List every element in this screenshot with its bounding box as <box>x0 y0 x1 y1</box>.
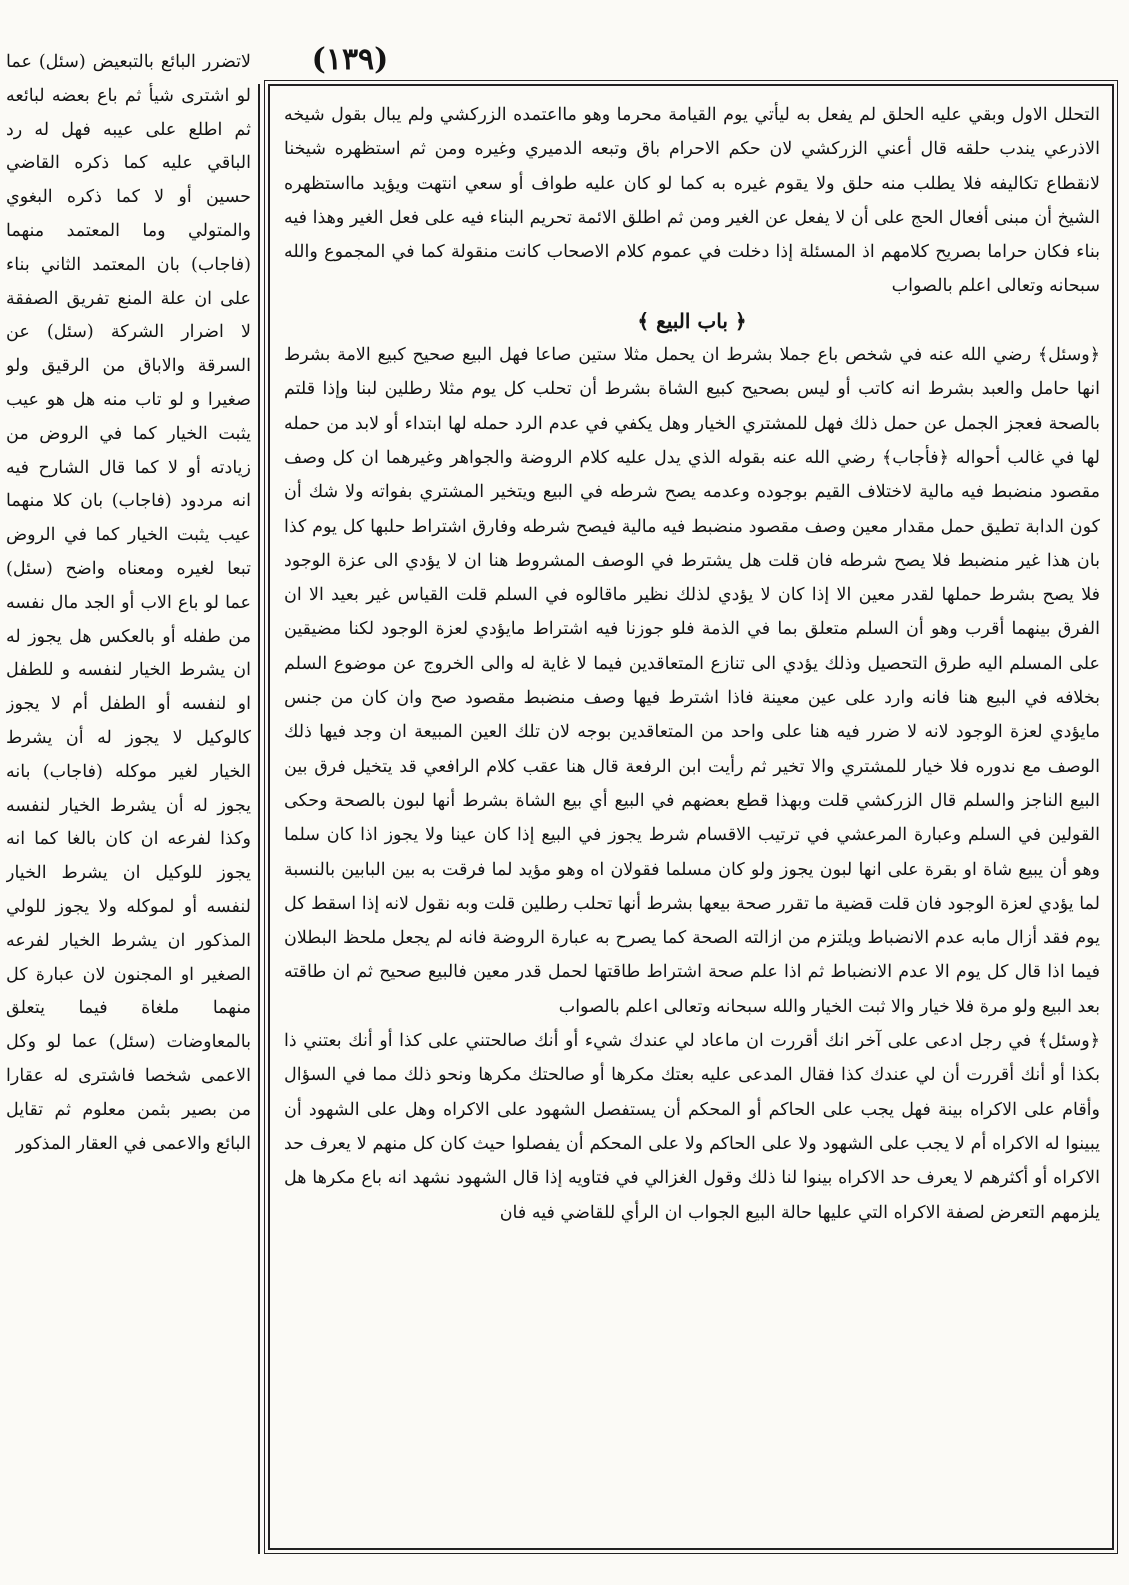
main-paragraph: التحلل الاول وبقي عليه الحلق لم يفعل به ليأتي يوم القيامة محرما وهو مااعتمده الزركشي ولم يبال بقول شيخه الاذرعي يندب حلقه قال أعني الزركشي لان حكم الاحرام باق وتبعه الدميري وغيره ومن ثم استظهره شيخنا لانقطاع تكاليفه فلا يطلب منه حلق ولا يقوم غيره به كما لو كان عليه طواف أو سعي انتهت ويؤيد مااستظهره الشيخ أن مبنى أفعال الحج على أن لا يفعل عن الغير ومن ثم اطلق الائمة تحريم البناء فيه على فعل الغير وهذا فيه بناء فكان حراما بصريح كلامهم اذ المسئلة إذا دخلت في عموم كلام الاصحاب كانت منقولة كما في المجموع والله سبحانه وتعالى اعلم بالصواب <box>284 105 1100 297</box>
page-number: (١٣٩) <box>311 42 389 77</box>
margin-commentary <box>6 46 251 1546</box>
main-paragraph: ﴿وسئل﴾ في رجل ادعى على آخر انك أقررت ان ماعاد لي عندك شيء أو أنك صالحتني على كذا أو أنك بعتني ذا بكذا أو أنك أقررت أن لي عندك كذا فقال المدعى عليه بعتك مكرها أو صالحتك مكرها ونحو ذلك مما في السؤال وأقام على الاكراه بينة فهل يجب على الحاكم أو المحكم أن يستفصل الشهود على الاكراه وهل على الشهود أن يبينوا له الاكراه أم لا يجب على الشهود ولا على الحاكم ولا على المحكم أن يفصلوا حيث كان كل منهم لا يعرف حد الاكراه أو أكثرهم لا يعرف حد الاكراه بينوا لنا ذلك وقول الغزالي في فتاويه إذا قال الشهود نشهد انه باع مكرها هل يلزمهم التعرض لصفة الاكراه التي عليها حالة البيع الجواب ان الرأي للقاضي فيه فان <box>284 1031 1100 1223</box>
margin-text: لاتضرر البائع بالتبعيض (سئل) عما لو اشترى شيأ ثم باع بعضه لبائعه ثم اطلع على عيبه فهل له رد الباقي عليه كما ذكره القاضي حسين أو لا كما ذكره البغوي والمتولي وما المعتمد منهما (فاجاب) بان المعتمد الثاني بناء على ان علة المنع تفريق الصفقة لا اضرار الشركة (سئل) عن السرقة والاباق من الرقيق ولو صغيرا و لو تاب منه هل هو عيب يثبت الخيار كما في الروض من زيادته أو لا كما قال الشارح فيه انه مردود (فاجاب) بان كلا منهما عيب يثبت الخيار كما في الروض تبعا لغيره ومعناه واضح (سئل) عما لو باع الاب أو الجد مال نفسه من طفله أو بالعكس هل يجوز له ان يشرط الخيار لنفسه و للطفل او لنفسه أو الطفل أم لا يجوز كالوكيل لا يجوز له أن يشرط الخيار لغير موكله (فاجاب) بانه يجوز له أن يشرط الخيار لنفسه وكذا لفرعه ان كان بالغا كما انه يجوز للوكيل ان يشرط الخيار لنفسه أو لموكله ولا يجوز للولي المذكور ان يشرط الخيار لفرعه الصغير او المجنون لان عبارة كل منهما ملغاة فيما يتعلق بالمعاوضات (سئل) عما لو وكل الاعمى شخصا فاشترى له عقارا من بصير بثمن معلوم ثم تقايل البائع والاعمى في العقار المذكور <box>6 52 251 1154</box>
main-text-body <box>284 98 1100 1538</box>
main-paragraph: ﴿وسئل﴾ رضي الله عنه في شخص باع جملا بشرط ان يحمل مثلا ستين صاعا فهل البيع صحيح كبيع الامة بشرط انها حامل والعبد بشرط انه كاتب أو ليس بصحيح كبيع الشاة بشرط أن تحلب كل يوم مثلا رطلين لبنا وإذا قلتم بالصحة فعجز الجمل عن حمل ذلك فهل للمشتري الخيار وهل يكفي في عدم الرد حمله لها ابتداء أو لابد من حمله لها في غالب أحواله ﴿فأجاب﴾ رضي الله عنه بقوله الذي يدل عليه كلام الروضة والجواهر وغيرهما ان كل وصف مقصود منضبط فيه مالية لاختلاف القيم بوجوده وعدمه يصح شرطه في البيع ويتخير المشتري بفواته ولا شك أن كون الدابة تطيق حمل مقدار معين وصف مقصود منضبط فيه مالية فيصح شرطه وفارق اشتراط حلبها كل يوم كذا بان هذا غير منضبط فلا يصح شرطه فان قلت هل يشترط في الوصف المشروط هنا ان لا يؤدي الى عزة الوجود فلا يصح بشرط حملها لقدر معين الا إذا كان لا يؤدي لذلك نظير ماقالوه في السلم قلت القياس غير بعيد الا ان الفرق بينهما أقرب وهو أن السلم متعلق بما في الذمة فلو جوزنا فيه اشتراط مايؤدي لعزة الوجود لكنا مضيقين على المسلم اليه طرق التحصيل وذلك يؤدي الى تنازع المتعاقدين فيما لا غاية له والى الخروج عن موضوع السلم بخلافه في البيع هنا فانه وارد على عين معينة فاذا اشترط فيها وصف منضبط مقصود صح وان كان من جنس مايؤدي لعزة الوجود لانه لا ضرر فيه هنا على واحد من المتعاقدين بوجه لان تلك العين المبيعة ان وجد فيها ذلك الوصف مع ندوره فلا خيار للمشتري والا تخير ثم رأيت ابن الرفعة قال هنا عقب كلام الرافعي قد يتخيل فرق بين البيع الناجز والسلم قال الزركشي قلت وبهذا قطع بعضهم في البيع أي بيع الشاة بشرط أنها لبون بالصحة وحكى القولين في السلم وعبارة المرعشي في ترتيب الاقسام شرط يجوز في البيع إذا كان عينا ولا يجوز اذا كان سلما وهو أن يبيع شاة او بقرة على انها لبون يجوز ولو كان مسلما فقولان اه وهو مؤيد لما فرقت به بين البابين بالنسبة لما يؤدي لعزة الوجود فان قلت قضية ما تقرر صحة بيعها بشرط أنها تحلب رطلين قلت وبه نقول لانه إذا اسقط كل يوم فقد أزال مابه عدم الانضباط ويلتزم من ازالته الصحة كما يصرح به عبارة الروضة فانه لم يجعل ملحظ البطلان فيما اذا قال كل يوم الا عدم الانضباط ثم اذا علم صحة اشتراط طاقتها لحمل قدر معين فالبيع صحيح ثم ان طاقته بعد البيع ولو مرة فلا خيار والا ثبت الخيار والله سبحانه وتعالى اعلم بالصواب <box>284 345 1100 1017</box>
section-heading: ﴿ باب البيع ﴾ <box>637 308 747 333</box>
column-divider <box>258 84 260 1554</box>
